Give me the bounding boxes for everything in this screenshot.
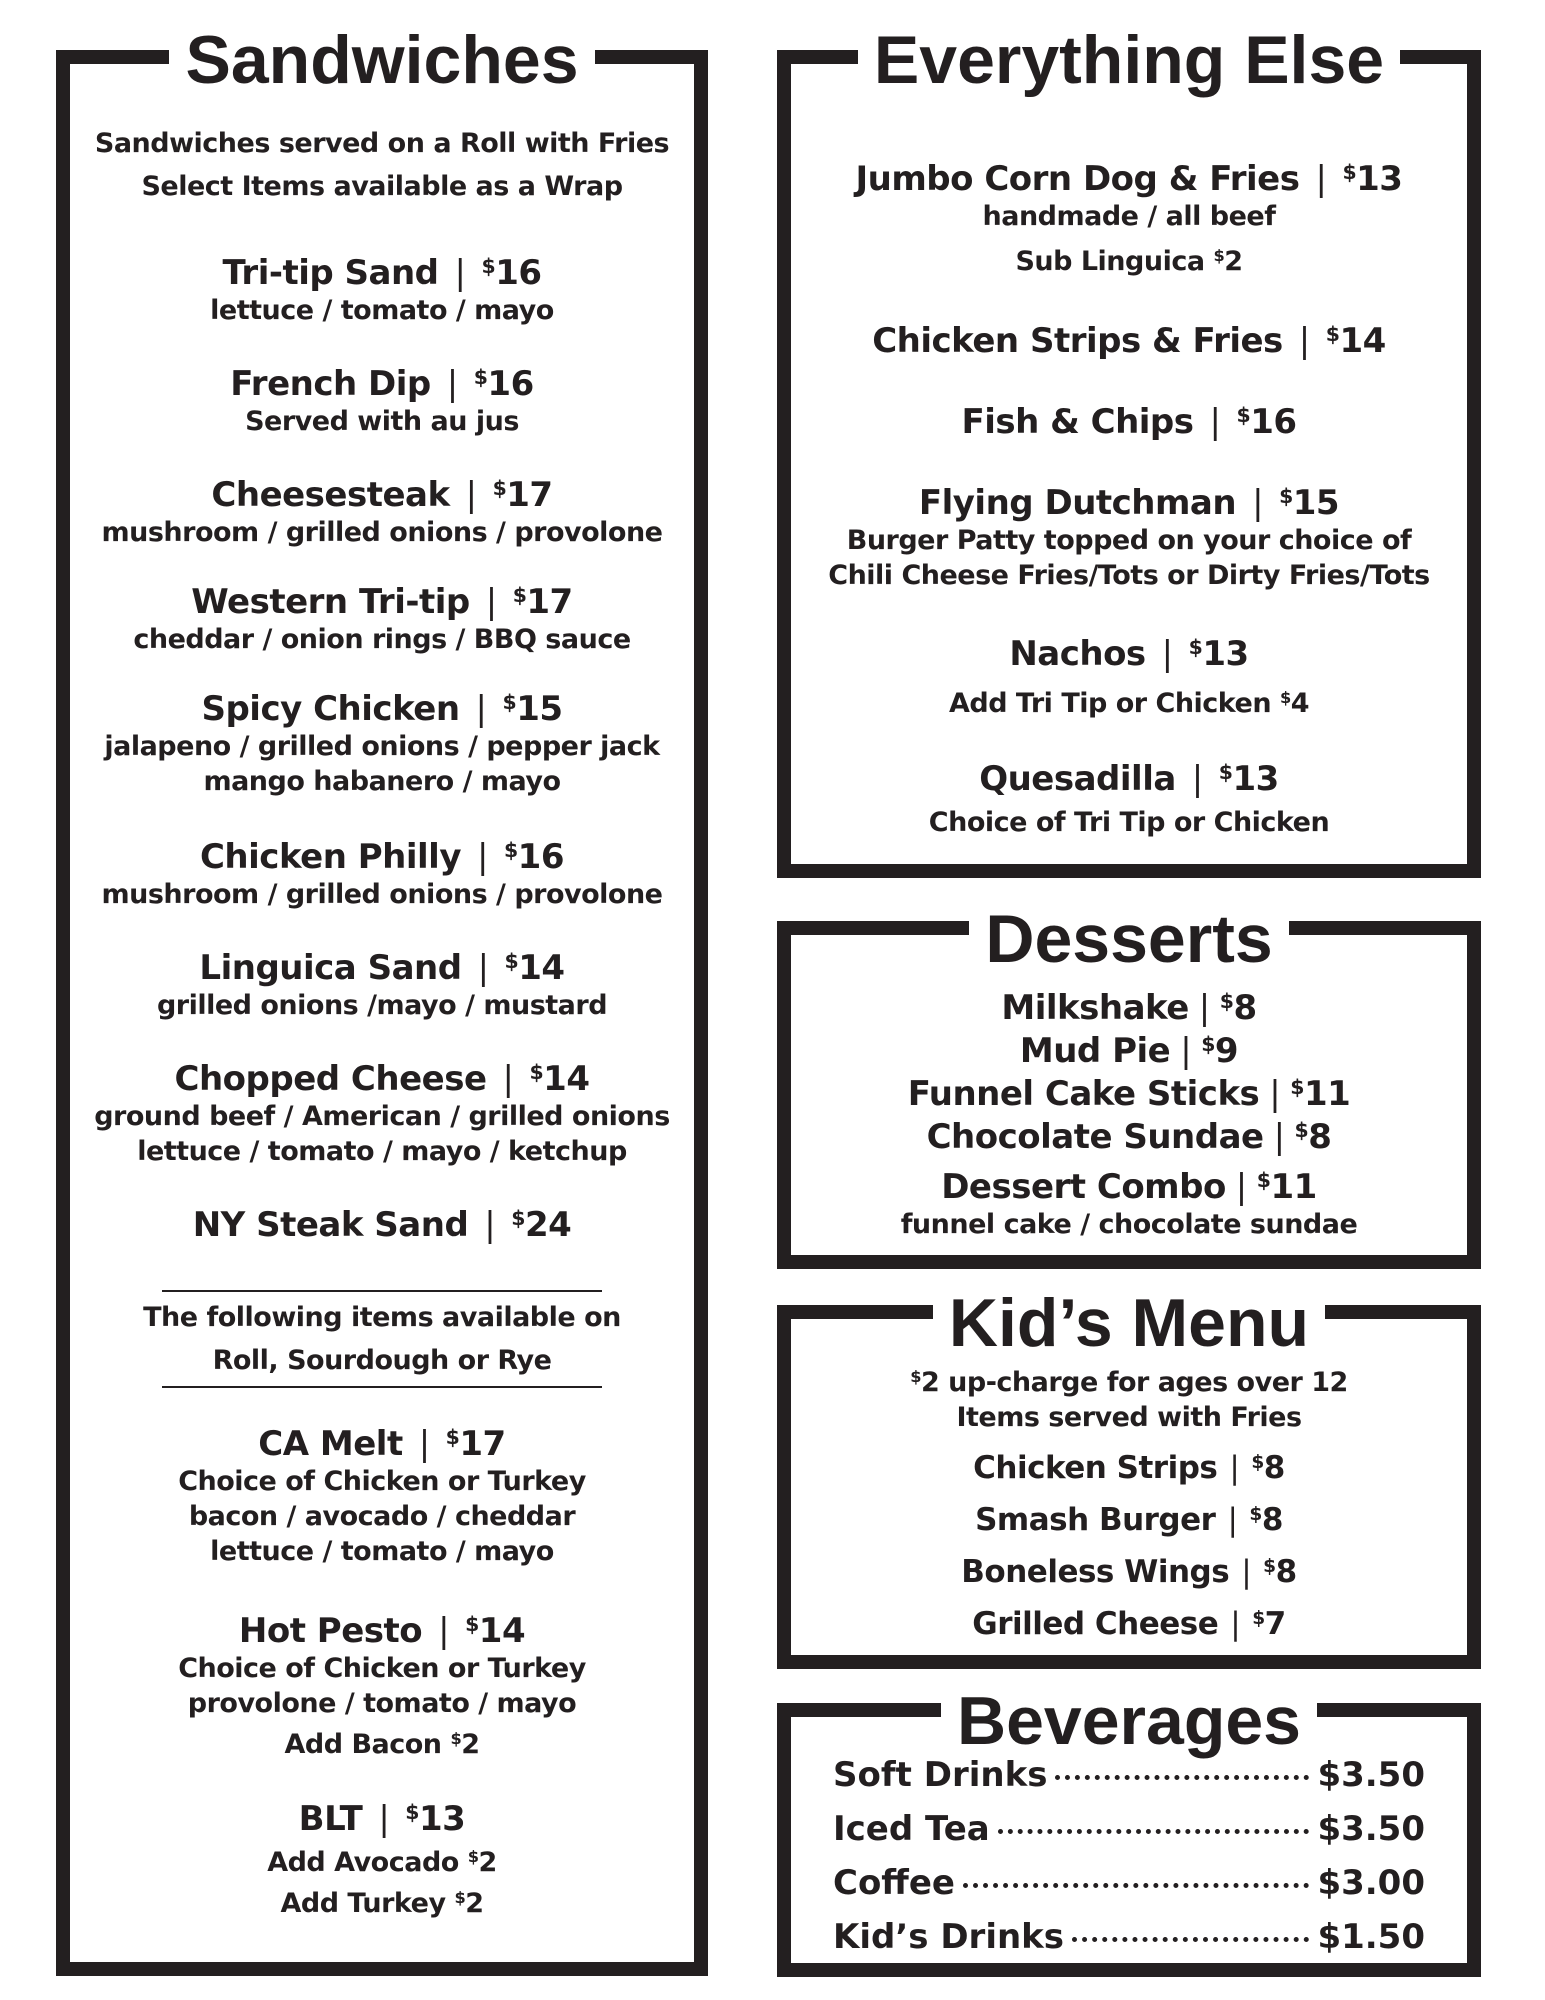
currency: $	[405, 1800, 419, 1824]
extra-price: 4	[1290, 688, 1310, 720]
sep: |	[1229, 1450, 1240, 1487]
currency: $	[481, 254, 496, 278]
item-price	[1251, 1450, 1285, 1486]
currency: $	[1251, 1452, 1264, 1473]
menu-item	[791, 752, 1467, 840]
item-name: Chicken Philly	[199, 837, 461, 878]
note-price: 2	[920, 1366, 940, 1398]
item-extra	[791, 680, 1467, 721]
sep: |	[1273, 1117, 1285, 1158]
sep: |	[1230, 1606, 1241, 1643]
item-addon	[70, 1839, 694, 1880]
item-addon	[70, 1721, 694, 1762]
item-name: Chopped Cheese	[174, 1059, 487, 1100]
currency: $	[504, 949, 519, 973]
leader-dots	[998, 1829, 1310, 1834]
beverage-name: Coffee	[833, 1863, 955, 1903]
kids-menu-section	[777, 1285, 1481, 1669]
menu-item	[70, 1792, 694, 1921]
menu-item	[70, 246, 694, 328]
sep: |	[465, 475, 477, 516]
bread-note	[70, 1300, 694, 1378]
section-title: Beverages	[791, 1687, 1467, 1755]
item-desc: Burger Patty topped on your choice of	[846, 525, 1412, 557]
menu-item	[791, 476, 1467, 593]
item-name: Hot Pesto	[238, 1611, 423, 1652]
currency: $	[1325, 322, 1340, 346]
item-name: Chocolate Sundae	[926, 1117, 1264, 1158]
addon-label: Add Bacon	[284, 1729, 451, 1761]
item-name: Smash Burger	[975, 1502, 1216, 1539]
sep: |	[1315, 159, 1327, 200]
menu-item	[70, 575, 694, 657]
currency: $	[1290, 1075, 1304, 1099]
sep: |	[484, 1205, 496, 1246]
section-title: Kid’s Menu	[791, 1289, 1467, 1357]
price-value: 17	[506, 475, 553, 516]
kids-note-line: Items served with Fries	[956, 1401, 1302, 1433]
currency: $	[503, 838, 518, 862]
beverage-price: $3.00	[1317, 1863, 1425, 1903]
item-desc: mango habanero / mayo	[203, 766, 561, 798]
item-price	[503, 689, 563, 729]
sep: |	[1198, 988, 1210, 1029]
price-value: 15	[516, 689, 563, 730]
currency: $	[1201, 1032, 1215, 1056]
kids-note	[791, 1359, 1467, 1435]
extra-label: Sub Linguica	[1015, 246, 1214, 278]
currency: $	[492, 476, 507, 500]
price-value: 13	[419, 1799, 466, 1840]
currency: $	[473, 365, 488, 389]
kids-note-line	[791, 1359, 1467, 1400]
leader-dots	[1055, 1775, 1309, 1780]
item-name: Linguica Sand	[199, 948, 462, 989]
currency: $	[529, 1060, 544, 1084]
item-price	[1263, 1554, 1297, 1590]
sep: |	[438, 1611, 450, 1652]
item-desc: Chili Cheese Fries/Tots or Dirty Fries/Tots	[828, 560, 1430, 592]
currency: $	[1263, 1556, 1276, 1577]
desserts-section	[777, 901, 1481, 1269]
sep: |	[1298, 321, 1310, 362]
menu-item	[791, 1495, 1467, 1540]
currency: $	[465, 1612, 479, 1636]
item-desc: funnel cake / chocolate sundae	[900, 1209, 1358, 1241]
item-price	[481, 253, 541, 293]
sep: |	[378, 1799, 390, 1840]
item-desc: lettuce / tomato / mayo / ketchup	[137, 1136, 627, 1168]
currency: $	[512, 583, 527, 607]
item-name: French Dip	[230, 364, 431, 405]
item-name: Cheesesteak	[211, 475, 450, 516]
menu-item	[791, 1547, 1467, 1592]
price-value: 13	[1232, 759, 1279, 800]
menu-item	[791, 1160, 1467, 1242]
currency: $	[1252, 1608, 1265, 1629]
currency: $	[502, 690, 517, 714]
price-value: 8	[1275, 1554, 1297, 1591]
item-price	[511, 1205, 571, 1245]
item-name: Tri-tip Sand	[222, 253, 439, 294]
item-name: Chicken Strips & Fries	[872, 321, 1283, 362]
item-name: Quesadilla	[979, 759, 1176, 800]
price-value: 8	[1308, 1117, 1332, 1158]
sep: |	[454, 253, 466, 294]
item-price	[493, 475, 553, 515]
addon-price: 2	[465, 1888, 484, 1920]
addon-label: Add Avocado	[267, 1847, 468, 1879]
beverage-row	[833, 1917, 1425, 1967]
currency: $	[450, 1729, 462, 1749]
price-value: 16	[495, 253, 542, 294]
price-value: 13	[1202, 634, 1249, 675]
menu-item	[791, 627, 1467, 721]
item-name: Dessert Combo	[941, 1167, 1226, 1208]
item-price	[405, 1799, 465, 1839]
currency: $	[445, 1425, 460, 1449]
currency: $	[1256, 1168, 1271, 1192]
item-name: Flying Dutchman	[918, 483, 1237, 524]
item-price	[446, 1424, 506, 1464]
price-value: 8	[1261, 1502, 1283, 1539]
item-price	[1220, 988, 1257, 1028]
item-name: Grilled Cheese	[972, 1606, 1219, 1643]
item-price	[1249, 1502, 1283, 1538]
currency: $	[1249, 1504, 1262, 1525]
everything-else-section	[777, 22, 1481, 878]
menu-item	[791, 981, 1467, 1028]
menu-item	[70, 468, 694, 550]
beverage-row	[833, 1809, 1425, 1859]
menu-item	[791, 1110, 1467, 1157]
item-desc: mushroom / grilled onions / provolone	[101, 517, 663, 549]
item-name: Boneless Wings	[961, 1554, 1230, 1591]
item-name: Spicy Chicken	[201, 689, 460, 730]
item-desc: Choice of Chicken or Turkey	[178, 1653, 586, 1685]
sep: |	[477, 837, 488, 878]
divider	[162, 1290, 602, 1292]
item-desc: provolone / tomato / mayo	[187, 1688, 577, 1720]
price-value: 15	[1292, 483, 1340, 524]
sep: |	[1191, 759, 1203, 800]
item-desc: handmade / all beef	[982, 201, 1276, 233]
sep: |	[1235, 1167, 1247, 1208]
menu-item	[791, 152, 1467, 279]
item-price	[1326, 321, 1386, 361]
currency: $	[1218, 760, 1233, 784]
intro-line: Select Items available as a Wrap	[141, 171, 623, 202]
item-name: Mud Pie	[1019, 1031, 1171, 1072]
item-desc: bacon / avocado / cheddar	[188, 1501, 576, 1533]
section-title: Sandwiches	[70, 26, 694, 94]
item-price	[474, 364, 534, 404]
menu-item	[70, 1052, 694, 1169]
item-price	[1189, 634, 1249, 674]
item-name: BLT	[298, 1799, 363, 1840]
item-name: Nachos	[1009, 634, 1146, 675]
price-value: 8	[1233, 988, 1257, 1029]
item-price	[465, 1611, 525, 1651]
sep: |	[1269, 1074, 1281, 1115]
price-value: 16	[1250, 402, 1297, 443]
beverage-name: Iced Tea	[833, 1809, 990, 1849]
intro-line: Sandwiches served on a Roll with Fries	[94, 128, 670, 159]
item-price	[504, 837, 564, 877]
price-value: 14	[478, 1611, 526, 1652]
currency: $	[910, 1367, 921, 1386]
addon-label: Add Turkey	[280, 1888, 455, 1920]
menu-item	[70, 682, 694, 799]
menu-item	[70, 1604, 694, 1762]
beverage-row	[833, 1863, 1425, 1913]
addon-price: 2	[461, 1729, 480, 1761]
sep: |	[1227, 1502, 1238, 1539]
extra-label: Add Tri Tip or Chicken	[948, 688, 1280, 720]
currency: $	[1236, 403, 1251, 427]
item-desc: jalapeno / grilled onions / pepper jack	[104, 731, 660, 763]
sep: |	[418, 1424, 430, 1465]
sep: |	[1180, 1031, 1192, 1072]
sep: |	[446, 364, 458, 405]
item-desc: Choice of Chicken or Turkey	[178, 1466, 586, 1498]
item-price	[1257, 1167, 1317, 1207]
item-name: Milkshake	[1001, 988, 1189, 1029]
price-value: 17	[526, 582, 573, 623]
bread-note-line: The following items available on	[143, 1302, 621, 1333]
menu-item	[791, 314, 1467, 361]
menu-item	[70, 357, 694, 439]
sep: |	[475, 689, 487, 730]
item-price	[1290, 1074, 1350, 1114]
item-name: Western Tri-tip	[191, 582, 470, 623]
beverage-price: $1.50	[1317, 1917, 1425, 1957]
currency: $	[1342, 160, 1357, 184]
item-desc: Choice of Tri Tip or Chicken	[928, 807, 1330, 839]
item-price	[1236, 402, 1296, 442]
item-price	[1219, 759, 1279, 799]
item-price	[1279, 483, 1339, 523]
sep: |	[1161, 634, 1173, 675]
price-value: 14	[1339, 321, 1386, 362]
section-title: Everything Else	[791, 26, 1467, 94]
item-name: Funnel Cake Sticks	[907, 1074, 1260, 1115]
leader-dots	[1072, 1937, 1309, 1942]
item-desc: cheddar / onion rings / BBQ sauce	[133, 624, 631, 656]
currency: $	[1279, 688, 1291, 708]
currency: $	[1213, 246, 1225, 266]
leader-dots	[963, 1883, 1309, 1888]
divider	[162, 1386, 602, 1388]
currency: $	[1294, 1118, 1309, 1142]
item-desc: grilled onions /mayo / mustard	[156, 990, 608, 1022]
currency: $	[1279, 484, 1293, 508]
price-value: 14	[543, 1059, 590, 1100]
addon-price: 2	[478, 1847, 497, 1879]
item-price	[505, 948, 565, 988]
menu-item	[791, 1599, 1467, 1644]
item-price	[1295, 1117, 1332, 1157]
price-value: 24	[524, 1205, 572, 1246]
sep: |	[477, 948, 489, 989]
item-extra	[791, 238, 1467, 279]
sep: |	[485, 582, 497, 623]
menu-item	[791, 1067, 1467, 1114]
item-desc: lettuce / tomato / mayo	[210, 295, 554, 327]
price-value: 7	[1264, 1606, 1286, 1643]
beverage-price: $3.50	[1317, 1755, 1425, 1795]
price-value: 11	[1303, 1074, 1351, 1115]
currency: $	[1188, 635, 1203, 659]
beverage-row	[833, 1755, 1425, 1805]
section-title: Desserts	[791, 905, 1467, 973]
item-desc: Served with au jus	[245, 406, 519, 438]
menu-item	[70, 1417, 694, 1569]
currency: $	[511, 1206, 525, 1230]
item-price	[1342, 159, 1402, 199]
sep: |	[502, 1059, 514, 1100]
item-name: Jumbo Corn Dog & Fries	[855, 159, 1300, 200]
beverage-name: Kid’s Drinks	[833, 1917, 1065, 1957]
item-price	[513, 582, 573, 622]
menu-item	[70, 1198, 694, 1245]
sandwiches-section	[56, 22, 708, 1976]
price-value: 8	[1263, 1450, 1285, 1487]
item-desc: lettuce / tomato / mayo	[210, 1536, 554, 1568]
note-text: up-charge for ages over 12	[939, 1366, 1348, 1398]
menu-item	[70, 941, 694, 1023]
item-name: CA Melt	[258, 1424, 403, 1465]
menu-item	[70, 830, 694, 912]
sep: |	[1241, 1554, 1252, 1591]
price-value: 17	[459, 1424, 506, 1465]
item-name: Chicken Strips	[973, 1450, 1218, 1487]
beverages-section	[777, 1683, 1481, 1977]
price-value: 14	[518, 948, 565, 989]
sep: |	[1209, 402, 1221, 443]
menu-item	[791, 1024, 1467, 1071]
price-value: 16	[487, 364, 534, 405]
price-value: 13	[1356, 159, 1403, 200]
price-value: 9	[1214, 1031, 1239, 1072]
item-name: NY Steak Sand	[192, 1205, 469, 1246]
price-value: 16	[517, 837, 564, 878]
beverage-name: Soft Drinks	[833, 1755, 1048, 1795]
item-addon	[70, 1880, 694, 1921]
currency: $	[467, 1847, 479, 1867]
sandwiches-intro	[70, 126, 694, 204]
menu-item	[791, 395, 1467, 442]
beverage-price: $3.50	[1317, 1809, 1425, 1849]
currency: $	[1219, 989, 1234, 1013]
item-price	[1201, 1031, 1238, 1071]
item-price	[529, 1059, 589, 1099]
item-price	[1252, 1606, 1286, 1642]
sep: |	[1252, 483, 1264, 524]
extra-price: 2	[1224, 246, 1243, 278]
bread-note-line: Roll, Sourdough or Rye	[212, 1345, 552, 1376]
price-value: 11	[1270, 1167, 1317, 1208]
item-desc: ground beef / American / grilled onions	[94, 1101, 670, 1133]
currency: $	[454, 1888, 466, 1908]
item-name: Fish & Chips	[961, 402, 1194, 443]
item-desc: mushroom / grilled onions / provolone	[101, 879, 663, 911]
menu-item	[791, 1443, 1467, 1488]
